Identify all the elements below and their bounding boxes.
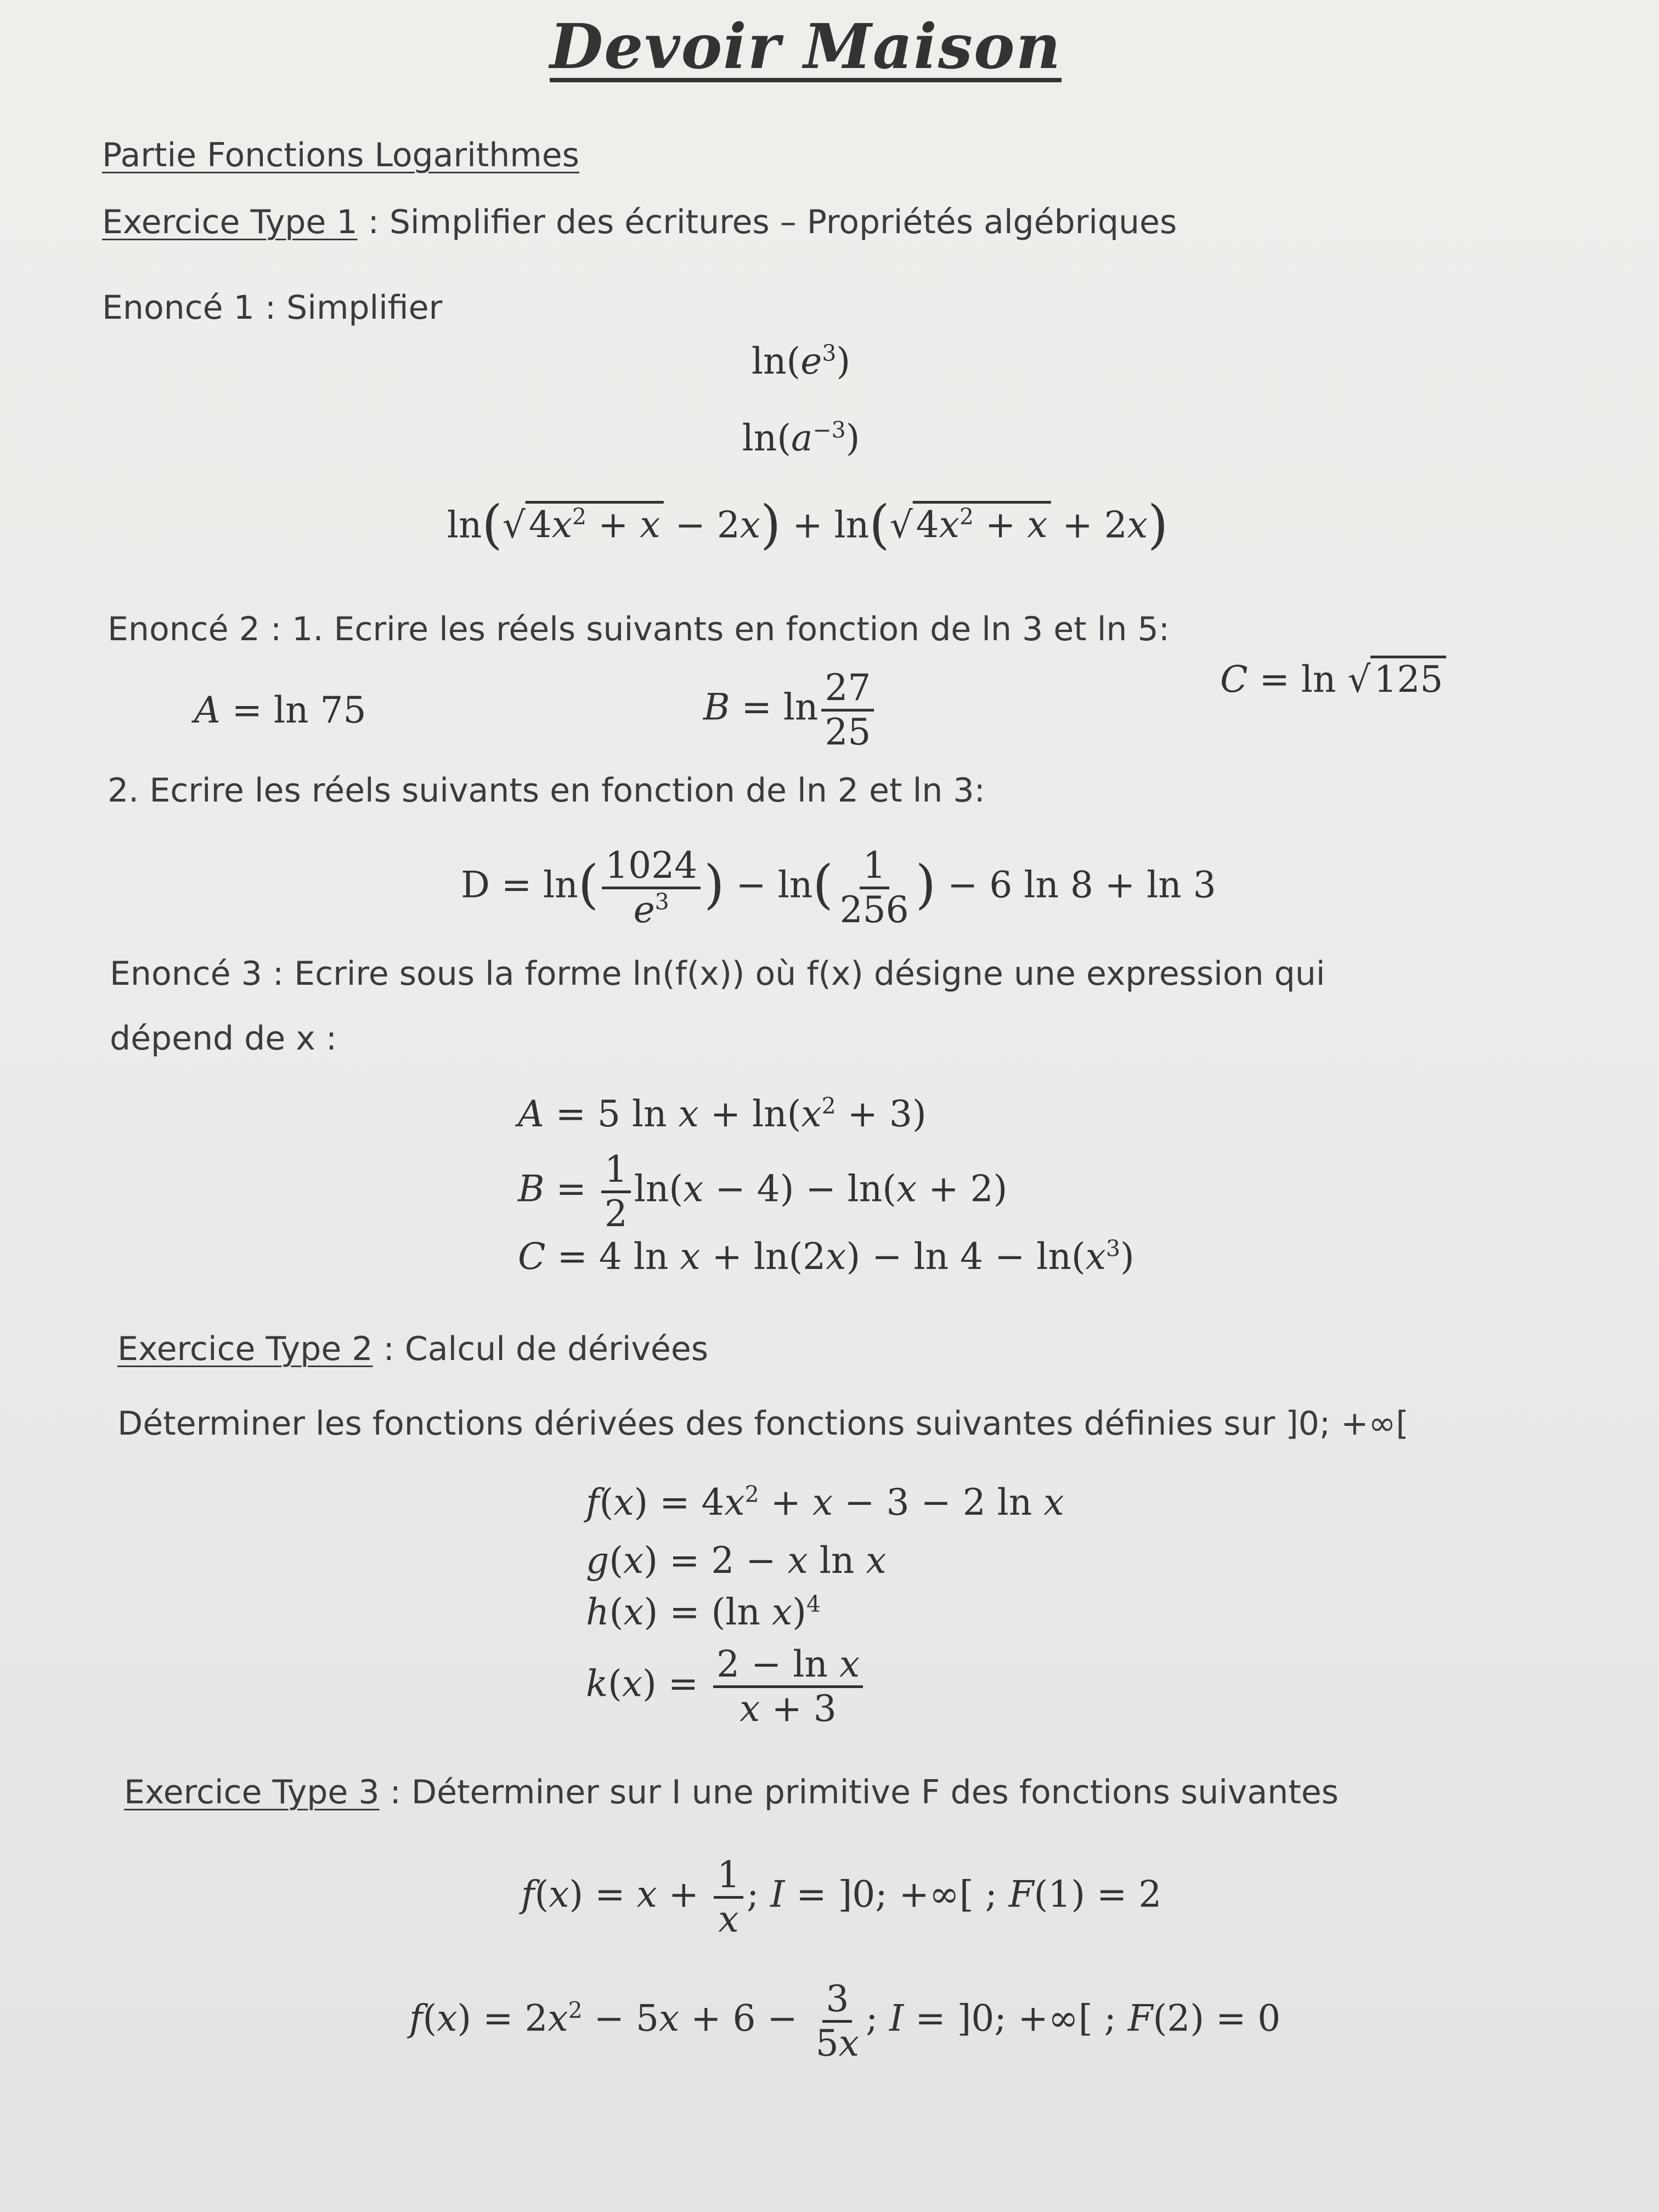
formula-ln-e3: $\ln(e^3)$ [751, 340, 851, 382]
formula-primitive-1: f(x) = x + $\frac{1}{x}$ ; I = ]0; +∞[ ; F(1) = 2 [521, 1854, 1162, 1940]
exercise-3-title: : Déterminer sur I une primitive F des fonctions suivantes [379, 1773, 1339, 1812]
formula-h: h(x) = (ln x)$^4$ [586, 1591, 821, 1633]
formula-k: k(x) = $\frac{\text{2 − ln x}}{x + 3}$ [586, 1644, 866, 1730]
page-title: Devoir Maison [550, 11, 1062, 83]
exercise-3-heading [124, 1773, 1339, 1812]
part-heading: Partie Fonctions Logarithmes [102, 136, 579, 174]
formula-ln-a-3: $\ln(a^{-3})$ [742, 417, 860, 459]
enonce-2-heading: Enoncé 2 : 1. Ecrire les réels suivants en fonction de ln 3 et ln 5: [108, 610, 1170, 648]
enonce-1-heading: Enoncé 1 : Simplifier [102, 289, 443, 327]
exercise-2-heading [117, 1330, 708, 1368]
enonce-2-part-2: 2. Ecrire les réels suivants en fonction de ln 2 et ln 3: [108, 771, 985, 810]
formula-enonce3-b: B = $\frac{1}{2}$ ln(x − 4) − ln(x + 2) [518, 1148, 1008, 1235]
formula-c: C = ln √125 [1220, 658, 1446, 701]
formula-d: D = ln( $\frac{1024}{e^3}$ ) − ln( $\frac{1}{256}$ ) − 6 ln 8 + ln 3 [461, 844, 1216, 931]
formula-g: g(x) = 2 − x ln x [586, 1539, 887, 1582]
exercise-3-label: Exercice Type 3 [124, 1773, 380, 1812]
formula-a: A = ln 75 [194, 689, 366, 731]
formula-enonce3-c: C = 4 $\ln x + \ln(2x) - \ln 4 - \ln(x^3)$ [518, 1235, 1135, 1278]
exercise-1-title: : Simplifier des écritures – Propriétés algébriques [357, 203, 1177, 241]
exercise-1-heading [102, 203, 1177, 241]
exercise-1-label: Exercice Type 1 [102, 203, 358, 241]
exercise-2-label: Exercice Type 2 [117, 1330, 373, 1368]
exercise-2-title: : Calcul de dérivées [373, 1330, 708, 1368]
formula-primitive-2: $f(x) = 2x^2 - 5x + 6$ − $\frac{3}{5x}$ ; I = ]0; +∞[ ; F(2) = 0 [409, 1978, 1281, 2064]
formula-ln-sqrt-sum: $\ln(√4x^2 + x - 2x) + \ln(√4x^2 + x + 2x)$ [447, 494, 1169, 555]
formula-f: $f(x) = 4x^2 + x - 3 - 2$ ln x [586, 1481, 1064, 1523]
enonce-3-line-1: Enoncé 3 : Ecrire sous la forme ln(f(x)) où f(x) désigne une expression qui [110, 955, 1325, 993]
exercise-2-instruction: Déterminer les fonctions dérivées des fonctions suivantes définies sur ]0; +∞[ [117, 1404, 1409, 1443]
formula-b: B = ln $\frac{27}{25}$ [703, 667, 877, 753]
formula-enonce3-a: A = 5 $\ln x + \ln(x^2 + 3)$ [518, 1093, 927, 1135]
enonce-3-line-2: dépend de x : [110, 1019, 337, 1058]
